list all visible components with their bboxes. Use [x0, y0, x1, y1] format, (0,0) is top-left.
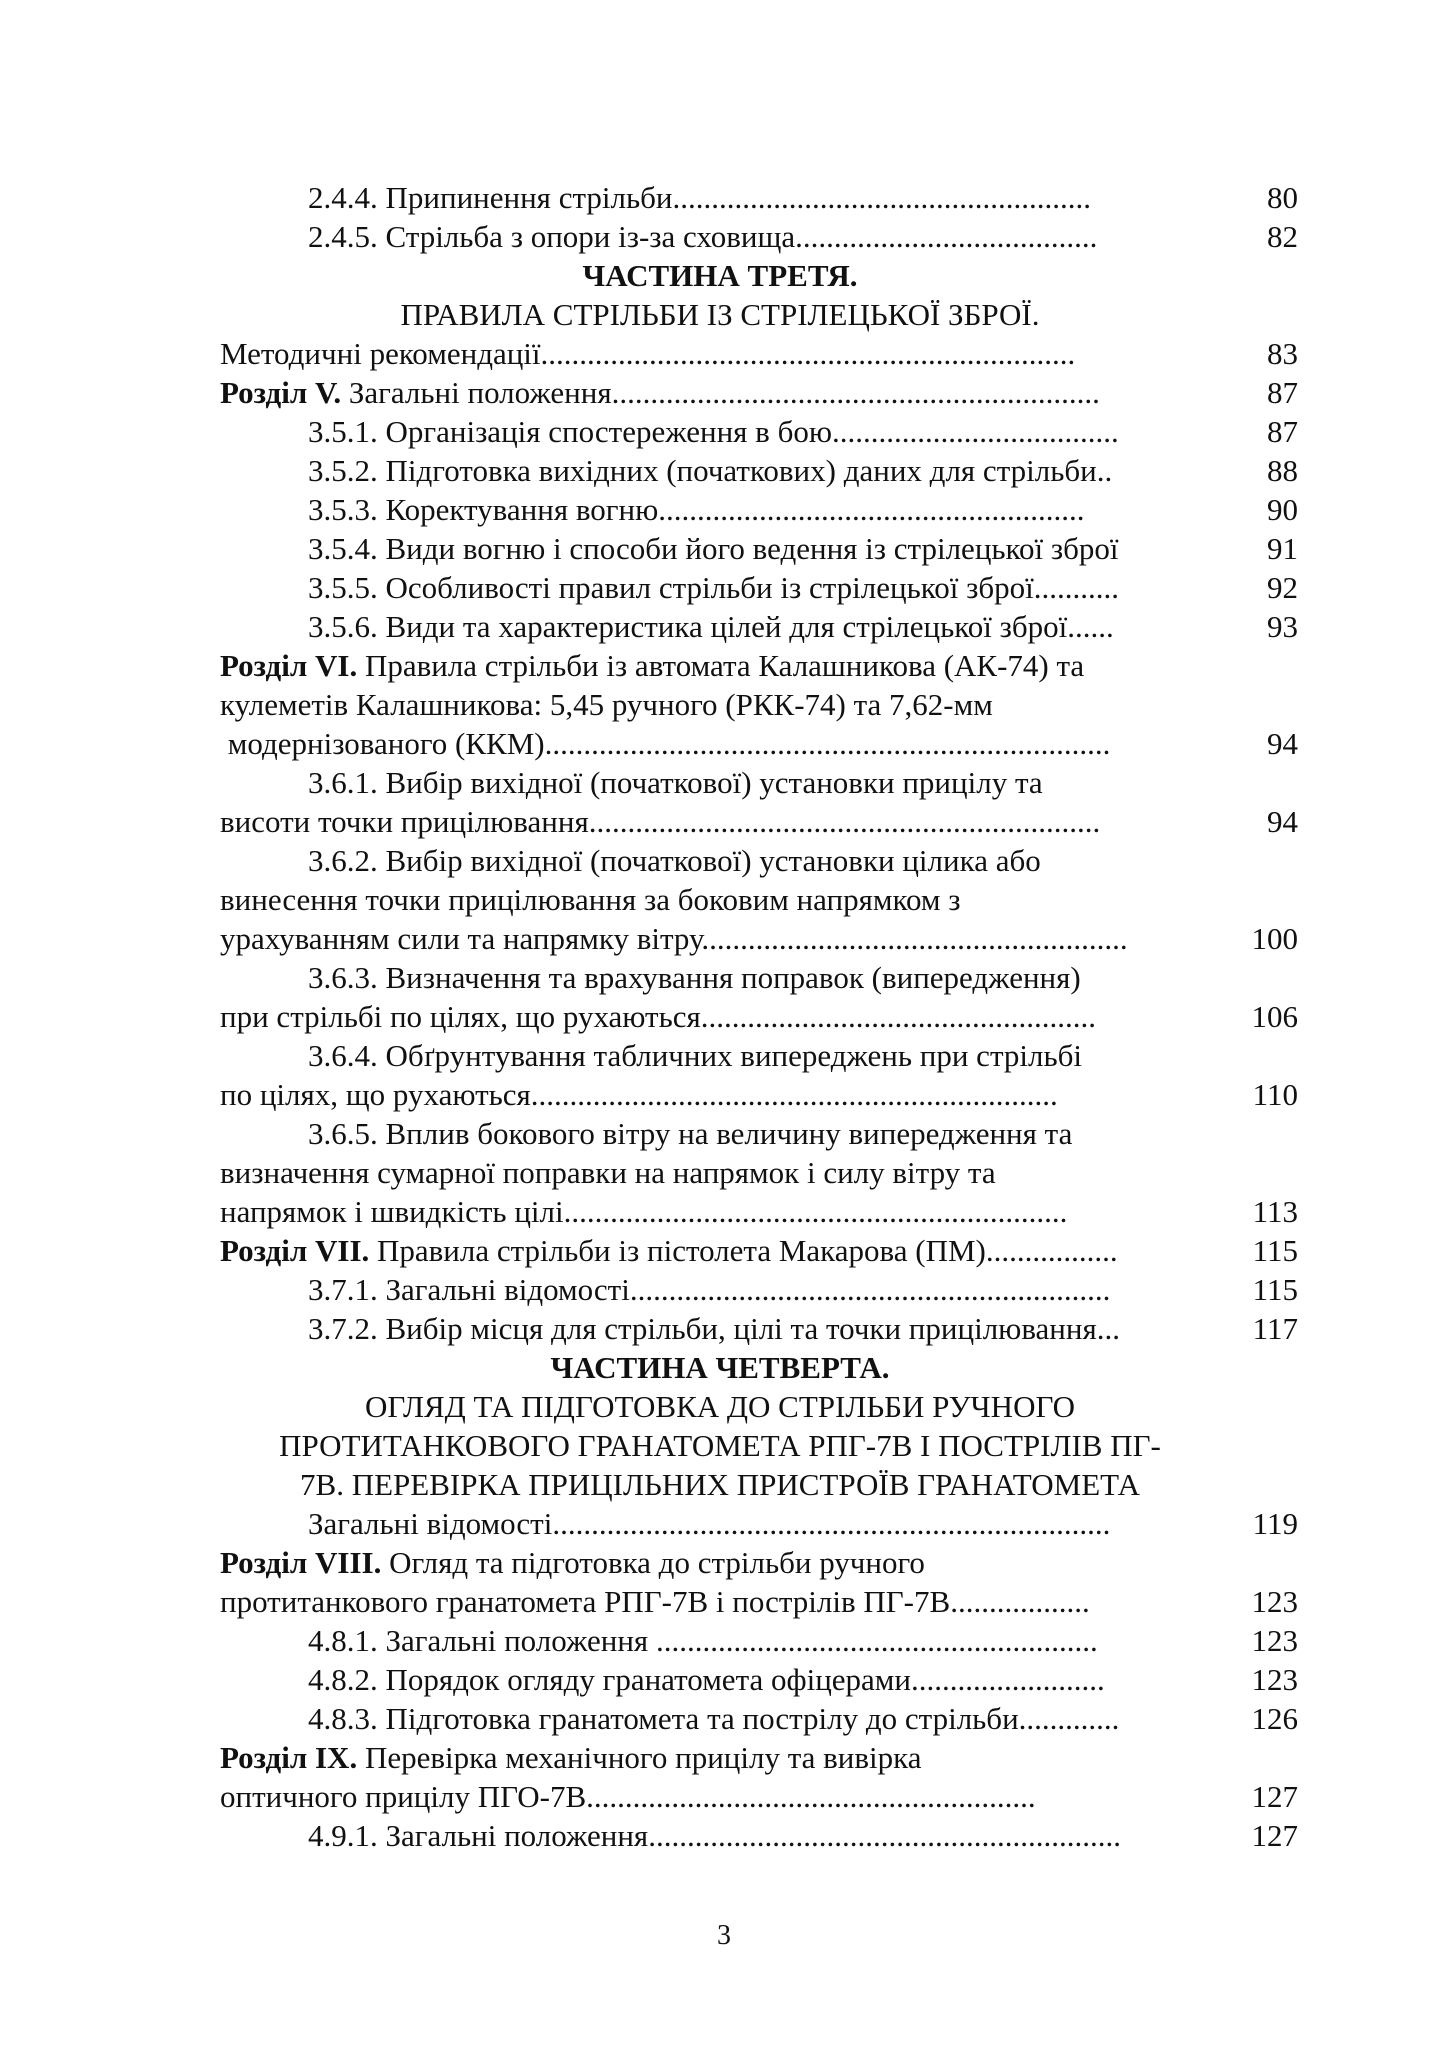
toc-entry-text: кулеметів Калашникова: 5,45 ручного (РКК-74) та 7,62-мм: [220, 687, 993, 722]
toc-entry: [308, 958, 1208, 998]
toc-entry-text: 3.6.3. Визначення та врахування поправок (випередження): [308, 960, 1081, 995]
toc-entry-text: 3.6.4. Обґрунтування табличних випереджень при стрільбі: [308, 1038, 1082, 1073]
part-subtitle-line: ПРОТИТАНКОВОГО ГРАНАТОМЕТА РПГ-7В І ПОСТРІЛІВ ПГ-: [279, 1428, 1161, 1463]
toc-entry-continuation: [220, 997, 1200, 1037]
toc-entry-text: 3.5.1. Організація спостереження в бою: [308, 414, 833, 449]
toc-entry-text: 3.5.4. Види вогню і способи його ведення із стрілецької зброї: [308, 531, 1119, 566]
toc-entry-text: 3.7.1. Загальні відомості: [308, 1272, 630, 1307]
toc-entry: [308, 1699, 1208, 1739]
toc-page-number: 88: [1267, 453, 1298, 488]
toc-leader-dots: .........................................................................: [544, 726, 1111, 761]
section-label: Розділ IX.: [220, 1740, 358, 1775]
toc-entry-text: 4.9.1. Загальні положення: [308, 1818, 649, 1853]
toc-page-number: 115: [1252, 1233, 1298, 1268]
toc-entry-text: 3.7.2. Вибір місця для стрільби, цілі та точки прицілювання: [308, 1311, 1097, 1346]
toc-leader-dots: ..................: [950, 1584, 1090, 1619]
toc-leader-dots: .................: [985, 1233, 1118, 1268]
toc-entry: [308, 841, 1208, 881]
toc-entry-continuation: [220, 1075, 1200, 1115]
toc-entry-text: 3.5.3. Коректування вогню: [308, 492, 659, 527]
toc-entry: [308, 763, 1208, 803]
toc-page-number: 106: [1251, 999, 1298, 1034]
toc-entry-text: 4.8.1. Загальні положення: [308, 1623, 656, 1658]
toc-entry: [308, 451, 1200, 491]
toc-page-number: 87: [1267, 375, 1298, 410]
toc-entry-text: 2.4.5. Стрільба з опори із-за сховища: [308, 219, 796, 254]
toc-entry-text: по цілях, що рухаються: [220, 1077, 531, 1112]
toc-page-number: 113: [1252, 1194, 1298, 1229]
toc-page-number: 117: [1252, 1311, 1298, 1346]
toc-page-number: 100: [1251, 921, 1298, 956]
toc-leader-dots: .........................................................: [655, 1623, 1098, 1658]
section-label: Розділ V.: [220, 375, 342, 410]
toc-entry-continuation: [220, 1192, 1200, 1232]
toc-page-number: 90: [1267, 492, 1298, 527]
toc-entry: [308, 1309, 1208, 1349]
toc-page-number: 126: [1251, 1701, 1298, 1736]
toc-leader-dots: .............................................................: [648, 1818, 1121, 1853]
toc-entry: [308, 1816, 1200, 1856]
toc-entry-text: оптичного прицілу ПГО-7В: [220, 1779, 587, 1814]
toc-leader-dots: .....................................: [832, 414, 1119, 449]
toc-entry: [308, 1114, 1208, 1154]
toc-leader-dots: .....................................................................: [540, 336, 1076, 371]
toc-entry-text: напрямок і швидкість цілі: [220, 1194, 564, 1229]
toc-entry: [308, 607, 1200, 647]
toc-entry-text: Правила стрільби із автомата Калашникова (АК-74) та: [357, 648, 1085, 683]
toc-leader-dots: .......................................................: [701, 921, 1128, 956]
toc-entry-text: Правила стрільби із пістолета Макарова (ПМ): [369, 1233, 986, 1268]
toc-page-number: 127: [1251, 1818, 1298, 1853]
toc-entry: [220, 373, 1200, 413]
toc-entry-text: Перевірка механічного прицілу та вивірка: [357, 1740, 922, 1775]
toc-page-number: 91: [1267, 531, 1298, 566]
toc-entry-text: висоти точки прицілювання: [220, 804, 589, 839]
toc-entry-continuation: [220, 1582, 1200, 1622]
toc-entry: [308, 1270, 1200, 1310]
toc-entry-text: 4.8.2. Порядок огляду гранатомета офіцерами: [308, 1662, 912, 1697]
part-heading: ЧАСТИНА ТРЕТЯ.: [582, 258, 858, 293]
toc-leader-dots: ......: [1067, 609, 1114, 644]
toc-entry: [308, 1660, 1200, 1700]
toc-entry-text: урахуванням сили та напрямку вітру: [220, 921, 702, 956]
toc-entry-continuation: [220, 724, 1200, 764]
toc-entry: [308, 1504, 1200, 1544]
toc-page-number: 82: [1267, 219, 1298, 254]
toc-entry-text: Методичні рекомендації: [220, 336, 541, 371]
toc-leader-dots: ...: [1096, 1311, 1120, 1346]
toc-entry: [308, 412, 1200, 452]
toc-entry-text: 3.6.1. Вибір вихідної (початкової) установки прицілу та: [308, 765, 1043, 800]
toc-leader-dots: .......................................: [795, 219, 1098, 254]
toc-leader-dots: ......................................................: [672, 180, 1091, 215]
page-footer-number: 3: [717, 1920, 731, 1951]
toc-entry-text: 3.5.2. Підготовка вихідних (початкових) даних для стрільби: [308, 453, 1097, 488]
toc-leader-dots: ..................................................................: [588, 804, 1101, 839]
toc-entry: [308, 1036, 1208, 1076]
toc-page-number: 94: [1267, 804, 1298, 839]
toc-leader-dots: ..........................................................: [586, 1779, 1036, 1814]
toc-entry-text: 3.5.5. Особливості правил стрільби із стрілецької зброї: [308, 570, 1034, 605]
toc-entry-text: 3.6.5. Вплив бокового вітру на величину випередження та: [308, 1116, 1073, 1151]
toc-page-number: 87: [1267, 414, 1298, 449]
toc-entry-continuation: [220, 802, 1200, 842]
toc-page-number: 127: [1251, 1779, 1298, 1814]
toc-entry-text: 2.4.4. Припинення стрільби: [308, 180, 673, 215]
toc-page-number: 80: [1267, 180, 1298, 215]
toc-leader-dots: ...........: [1033, 570, 1119, 605]
toc-leader-dots: ........................................................................: [552, 1506, 1111, 1541]
toc-entry-text: 3.6.2. Вибір вихідної (початкової) установки цілика або: [308, 843, 1041, 878]
toc-entry: [220, 1738, 1220, 1778]
toc-page-number: 92: [1267, 570, 1298, 605]
toc-page-number: 93: [1267, 609, 1298, 644]
toc-entry-text: модернізованого (ККМ): [220, 726, 545, 761]
toc-entry-text: 4.8.3. Підготовка гранатомета та пострілу до стрільби: [308, 1701, 1019, 1736]
toc-entry-text: 3.5.6. Види та характеристика цілей для стрілецької зброї: [308, 609, 1068, 644]
toc-leader-dots: ..............................................................: [629, 1272, 1111, 1307]
toc-entry: [308, 490, 1200, 530]
toc-leader-dots: ..: [1096, 453, 1113, 488]
toc-entry: [308, 178, 1208, 218]
toc-entry: [308, 1621, 1200, 1661]
part-subtitle: ПРАВИЛА СТРІЛЬБИ ІЗ СТРІЛЕЦЬКОЇ ЗБРОЇ.: [400, 297, 1040, 332]
toc-page-number: 119: [1252, 1506, 1298, 1541]
toc-entry-continuation: [220, 1153, 1220, 1193]
toc-page-number: 123: [1251, 1623, 1298, 1658]
toc-page-number: 115: [1252, 1272, 1298, 1307]
toc-entry-continuation: [220, 919, 1200, 959]
toc-entry-text: Огляд та підготовка до стрільби ручного: [381, 1545, 925, 1580]
toc-page-number: 123: [1251, 1662, 1298, 1697]
toc-entry-text: Загальні положення: [341, 375, 612, 410]
toc-entry-continuation: [220, 1777, 1200, 1817]
part-heading: ЧАСТИНА ЧЕТВЕРТА.: [550, 1350, 890, 1385]
toc-entry-text: протитанкового гранатомета РПГ-7В і пострілів ПГ-7В: [220, 1584, 951, 1619]
toc-page-number: 83: [1267, 336, 1298, 371]
section-label: Розділ VI.: [220, 648, 358, 683]
toc-leader-dots: .................................................................: [563, 1194, 1068, 1229]
toc-leader-dots: .........................: [911, 1662, 1105, 1697]
toc-leader-dots: .......................................................: [658, 492, 1085, 527]
toc-entry-text: Загальні відомості: [308, 1506, 553, 1541]
toc-leader-dots: .............: [1018, 1701, 1120, 1736]
toc-entry: [308, 217, 1208, 257]
toc-entry-text: при стрільбі по цілях, що рухаються: [220, 999, 701, 1034]
toc-page-number: 110: [1252, 1077, 1298, 1112]
toc-entry: [220, 646, 1230, 686]
section-label: Розділ VIII.: [220, 1545, 382, 1580]
toc-entry-text: визначення сумарної поправки на напрямок і силу вітру та: [220, 1155, 996, 1190]
toc-entry: [308, 529, 1208, 569]
part-subtitle-line: ОГЛЯД ТА ПІДГОТОВКА ДО СТРІЛЬБИ РУЧНОГО: [364, 1389, 1075, 1424]
toc-page-number: 123: [1251, 1584, 1298, 1619]
toc-page-number: 94: [1267, 726, 1298, 761]
toc-leader-dots: ...................................................: [700, 999, 1097, 1034]
toc-leader-dots: ...............................................................: [611, 375, 1100, 410]
toc-leader-dots: ....................................................................: [530, 1077, 1058, 1112]
toc-entry-continuation: [220, 880, 1220, 920]
section-label: Розділ VII.: [220, 1233, 370, 1268]
part-subtitle-line: 7В. ПЕРЕВІРКА ПРИЦІЛЬНИХ ПРИСТРОЇВ ГРАНАТОМЕТА: [300, 1467, 1140, 1502]
toc-entry: [220, 1543, 1220, 1583]
toc-entry-text: винесення точки прицілювання за боковим напрямком з: [220, 882, 961, 917]
toc-entry: [308, 568, 1200, 608]
toc-entry: [220, 1231, 1200, 1271]
toc-entry-continuation: [220, 685, 1230, 725]
toc-entry: [220, 334, 1200, 374]
